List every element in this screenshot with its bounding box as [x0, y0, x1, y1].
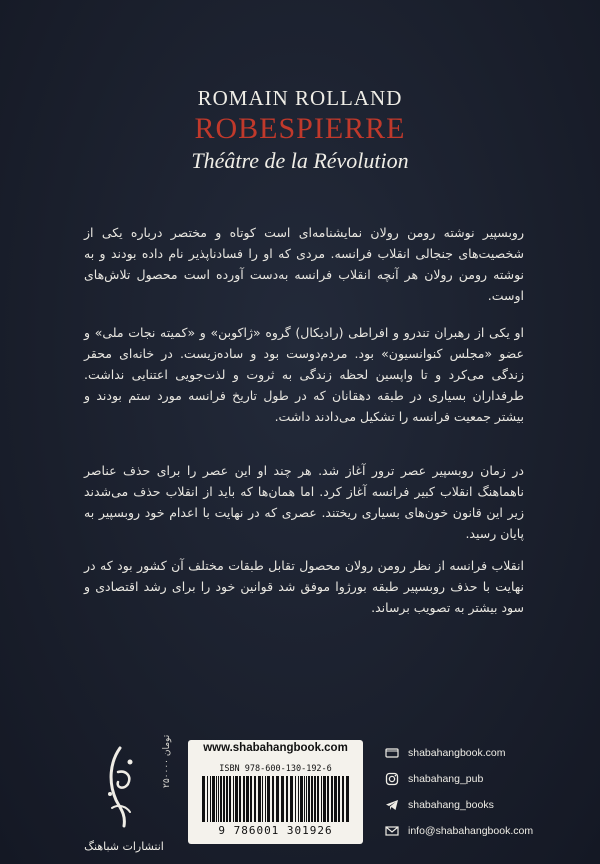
barcode-bar	[314, 776, 316, 822]
barcode-bar	[321, 776, 322, 822]
barcode-bar	[262, 776, 263, 822]
book-subtitle: Théâtre de la Révolution	[191, 148, 409, 173]
social-item-website	[384, 740, 584, 766]
social-item-label: shabahang_pub	[408, 773, 484, 785]
barcode-bar	[311, 776, 313, 822]
barcode-bar	[265, 776, 266, 822]
blurb-paragraph-4: انقلاب فرانسه از نظر رومن رولان محصول تقابل طبقات مختلف آن کشور بود که در نهایت با حذف روبسپیر طبقه بورژوا موفق شد قوانین خود را برای رشد اقتصادی و سود بیشتر به تصویب برساند.	[84, 558, 524, 615]
barcode-bar	[308, 776, 310, 822]
barcode-bar	[306, 776, 307, 822]
cover-footer	[0, 728, 600, 864]
telegram-icon	[384, 797, 400, 813]
social-item-label: info@shabahangbook.com	[408, 825, 534, 837]
publisher-name: انتشارات شباهنگ	[84, 840, 164, 853]
barcode-bar	[317, 776, 319, 822]
barcode-bar	[276, 776, 279, 822]
barcode-bar	[223, 776, 225, 822]
barcode-bar	[202, 776, 205, 822]
author-name: ROMAIN ROLLAND	[197, 86, 403, 110]
barcode-bar	[250, 776, 252, 822]
barcode-bar	[346, 776, 349, 822]
barcode-bar	[267, 776, 270, 822]
barcode-bar	[218, 776, 219, 822]
barcode-bar	[226, 776, 228, 822]
barcode-bar	[210, 776, 211, 822]
blurb-paragraph-3: در زمان روبسپیر عصر ترور آغاز شد. هر چند او این عصر را برای حذف عناصر ناهماهنگ انقلاب کبیر فرانسه آغاز کرد. اما همان‌ها که باید از انقلاب حذف می‌شدند زیر این قانون خون‌های بسیاری ریختند. عصری که در نهایت با اعدام خود روبسپیر به پایان رسید.	[84, 463, 524, 541]
blurb-paragraph-2: او یکی از رهبران تندرو و افراطی (رادیکال) گروه «ژاکوبن» و «کمیته نجات ملی» و عضو «مجلس کنوانسیون» بود. مردم‌دوست بود و ساده‌زیست. در خانه‌ای محقر زندگی می‌کرد و تا واپسین لحظه زندگی به ثروت و لذت‌جویی اعتنایی نداشت. طرفداران بسیاری در طبقه دهقانان که در طول تاریخ فرانسه مورد ستم بودند و بیشتر جمعیت فرانسه را تشکیل می‌دادند داشت.	[84, 325, 524, 424]
social-item-email	[384, 818, 584, 844]
barcode-panel	[188, 740, 363, 844]
barcode-bar	[246, 776, 249, 822]
barcode-bar	[304, 776, 305, 822]
barcode-bar	[229, 776, 231, 822]
barcode-bar	[216, 776, 217, 822]
barcode-image	[200, 776, 351, 822]
barcode-bar	[254, 776, 256, 822]
email-icon	[384, 823, 400, 839]
blurb-paragraph-1: روبسپیر نوشته رومن رولان نمایشنامه‌ای است کوتاه و مختصر درباره یکی از شخصیت‌های جنجالی انقلاب فرانسه. مردی که او را فسادناپذیر نام داده بودند و به نوشته رومن رولان هر آنچه انقلاب فرانسه به‌دست آورده است محصول تلاش‌های اوست.	[84, 225, 524, 303]
website-icon	[384, 745, 400, 761]
barcode-bar	[239, 776, 241, 822]
barcode-bar	[290, 776, 293, 822]
barcode-bar	[235, 776, 238, 822]
barcode-bar	[323, 776, 326, 822]
social-item-telegram	[384, 792, 584, 818]
barcode-bar	[272, 776, 274, 822]
barcode-bar	[338, 776, 340, 822]
social-links	[384, 740, 584, 844]
barcode-bar	[295, 776, 296, 822]
barcode-bar	[334, 776, 337, 822]
barcode-bar	[233, 776, 234, 822]
barcode-bar	[243, 776, 245, 822]
instagram-icon	[384, 771, 400, 787]
barcode-bar	[258, 776, 261, 822]
barcode-bar	[298, 776, 299, 822]
social-item-instagram	[384, 766, 584, 792]
publisher-website: www.shabahangbook.com	[203, 742, 348, 754]
social-item-label: shabahang_books	[408, 799, 494, 811]
barcode-bar	[281, 776, 284, 822]
barcode-bar	[212, 776, 215, 822]
barcode-bar	[207, 776, 208, 822]
barcode-bar	[286, 776, 288, 822]
book-title: ROBESPIERRE	[194, 112, 406, 145]
barcode-bar	[331, 776, 333, 822]
barcode-bar	[300, 776, 303, 822]
price-label: ۲۵۰۰۰۰ تومان	[162, 734, 172, 788]
social-item-label: shabahangbook.com	[408, 747, 506, 759]
publisher-logo	[96, 742, 144, 832]
barcode-bar	[342, 776, 344, 822]
barcode-bar	[327, 776, 329, 822]
barcode-number: 9 786001 301926	[218, 824, 333, 837]
barcode-bar	[220, 776, 222, 822]
isbn-label: ISBN 978-600-130-192-6	[219, 764, 332, 774]
